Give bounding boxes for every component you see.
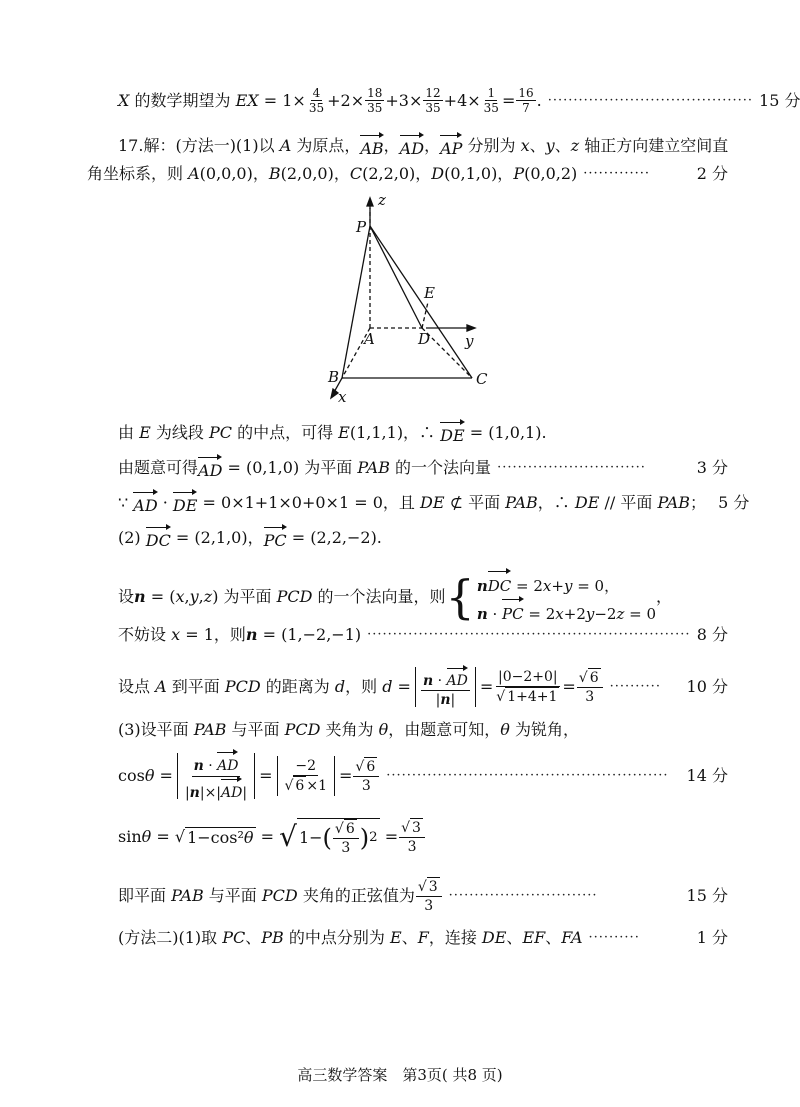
s17-intro-2: 角坐标系，则 A(0,0,0)，B(2,0,0)，C(2,2,0)，D(0,1,0)，P(0,0,2) ············· 2 分	[87, 164, 728, 183]
pyramid-figure	[320, 190, 510, 410]
score: 10 分	[686, 677, 728, 696]
label-P: P	[356, 218, 367, 236]
x-arrow	[331, 389, 338, 398]
edge-PC	[370, 226, 472, 378]
method2-line: (方法二)(1)取 PC 、 PB 的中点分别为 E 、 F ，连接 DE 、 EF 、 FA ·········· 1 分	[118, 928, 728, 947]
normal-pcd-line: 设 n = ( x , y , z ) 为平面 PCD 的一个法向量，则 { nDC = 2x+y = 0， n · PC = 2x+2y−2z = 0 ，	[118, 570, 673, 624]
edge-PB	[342, 226, 370, 378]
score: 15 分	[686, 886, 728, 905]
label-A: A	[364, 330, 375, 348]
cos-line: cos θ = $\frac{n \cdot AD}{|n|\times|AD|}$ = $\frac{-2}{√ 6 \times 1}$ = $\frac{√ 6}{3}$ ······················································· 14 分	[118, 752, 728, 800]
label-B: B	[328, 368, 340, 386]
expectation-line: X 的数学期望为 EX = 1× $\frac{4}{35}$ +2× $\frac{18}{35}$ +3× $\frac{12}{35}$ +4× $\frac{1}{35}$ = $\frac{16}{7}$ . ········································ 15 分	[118, 86, 800, 115]
y-arrow	[467, 325, 475, 331]
e-midpoint-line: 由 E 为线段 PC 的中点，可得 E (1,1,1)，∴ DE = (1,0,1).	[118, 420, 728, 446]
parallel-line: ∵ AD · DE = 0×1+1×0+0×1 = 0，且 DE ⊄ 平面 PAB ，∴ DE // 平面 PAB ； 5 分	[118, 490, 728, 516]
label-z: z	[378, 191, 386, 209]
normal-pab-line: 由题意可得 AD = (0,1,0) 为平面 PAB 的一个法向量 ····························· 3 分	[118, 455, 728, 481]
score: 1 分	[696, 928, 728, 947]
label-x: x	[338, 388, 347, 406]
label-C: C	[476, 370, 488, 388]
part2-vectors-line: (2) DC = (2,1,0)， PC = (2,2,−2).	[118, 525, 728, 551]
score: 15 分	[759, 90, 800, 110]
edge-PD	[370, 226, 422, 328]
score: 14 分	[686, 766, 728, 785]
score: 3 分	[696, 458, 728, 477]
label-E: E	[424, 284, 435, 302]
sin-line: sin θ = √ 1−cos²θ = √ 1− ( $\frac{√ 6}{3}$ ) 2 = $\frac{√ 3}{3}$	[118, 812, 728, 862]
z-arrow	[367, 198, 373, 206]
sine-result-line: 即平面 PAB 与平面 PCD 夹角的正弦值为 $\frac{√ 3}{3}$ ····························· 15 分	[118, 879, 728, 914]
s17-intro-1: 17.解：(方法一)(1)以 A 为原点， AB ， AD ， AP 分别为 x 、 y 、 z 轴正方向建立空间直	[118, 133, 728, 159]
score: 2 分	[696, 164, 728, 183]
normal-result-line: 不妨设 x = 1，则 n = (1,−2,−1) ······························································· 8 分	[118, 625, 728, 644]
page-footer: 高三数学答案 第3页( 共8 页)	[297, 1066, 503, 1084]
score: 8 分	[696, 625, 728, 644]
score: 5 分	[718, 493, 750, 512]
label-y: y	[465, 332, 474, 350]
part3-line: (3)设平面 PAB 与平面 PCD 夹角为 θ ，由题意可知， θ 为锐角，	[118, 720, 579, 739]
distance-line: 设点 A 到平面 PCD 的距离为 d ，则 d = $\frac{n \cdot AD}{|n|}$ = $\frac{|0-2+0|}{√ 1+4+1}$ = $\frac{√ 6}{3}$ ·········· 10 分	[118, 665, 728, 709]
label-D: D	[418, 330, 431, 348]
